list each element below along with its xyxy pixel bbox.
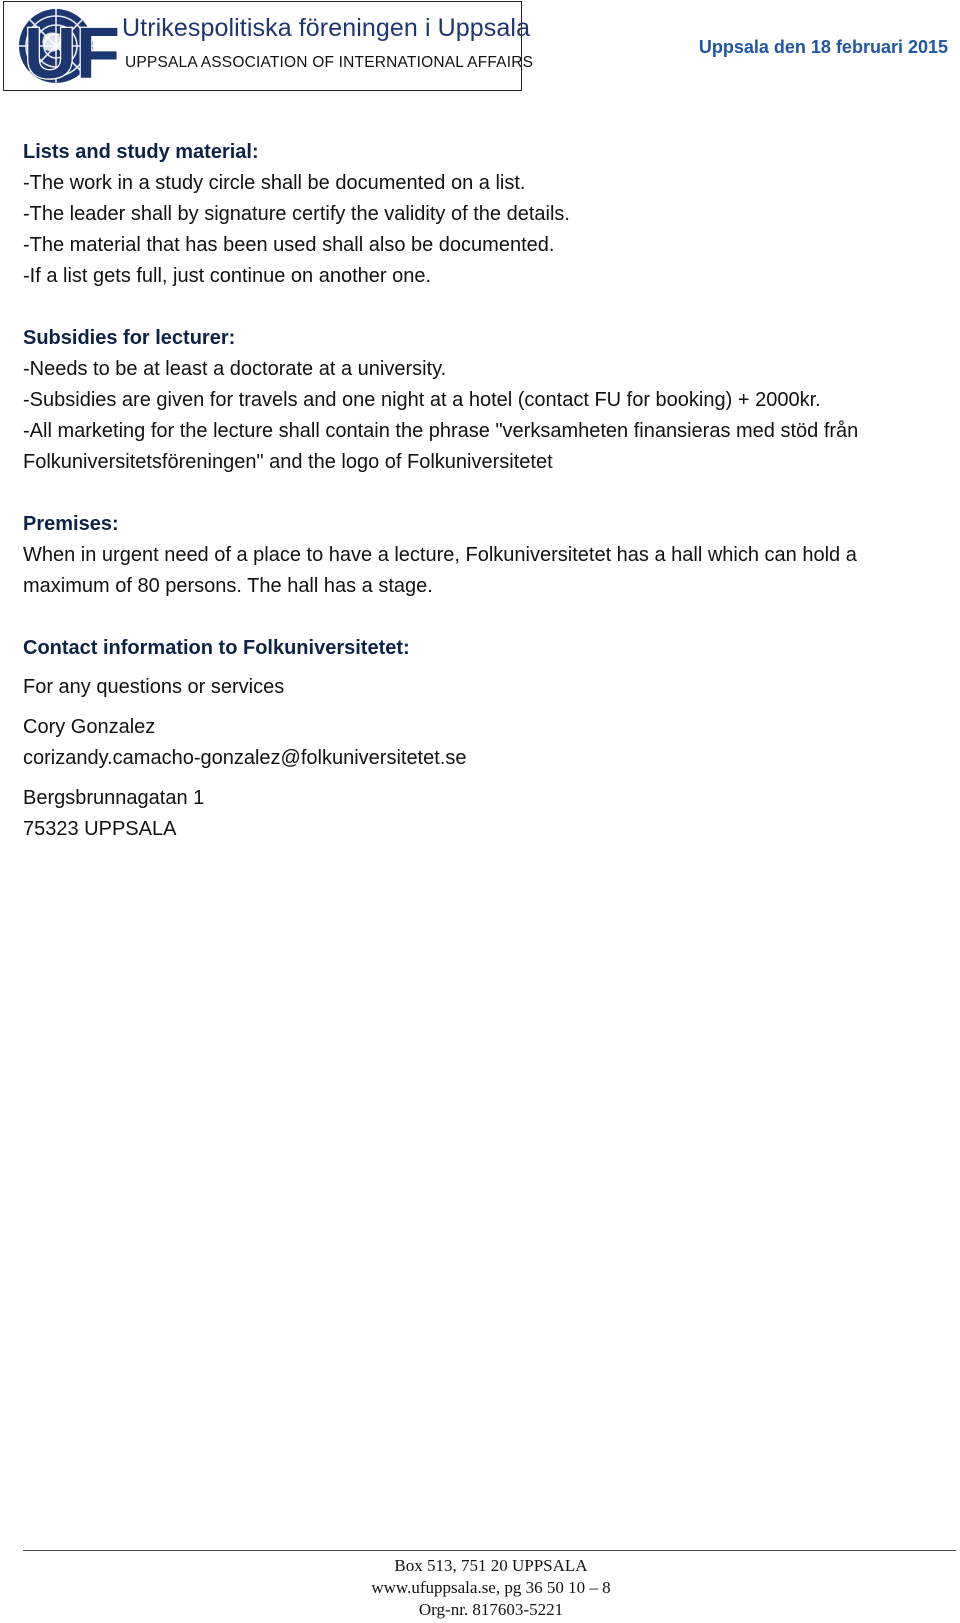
footer-divider bbox=[23, 1550, 956, 1551]
organization-name-swedish: Utrikespolitiska föreningen i Uppsala bbox=[122, 14, 531, 42]
contact-city: 75323 UPPSALA bbox=[23, 818, 177, 840]
list-item: -Subsidies are given for travels and one night at a hotel (contact FU for booking) + 2000kr. bbox=[23, 389, 821, 411]
footer-org-number: Org-nr. 817603-5221 bbox=[418, 1600, 564, 1619]
section-heading: Subsidies for lecturer: bbox=[23, 327, 236, 349]
list-item: -Needs to be at least a doctorate at a university. bbox=[23, 358, 447, 380]
list-item: -The material that has been used shall also be documented. bbox=[23, 234, 555, 256]
premises-text: When in urgent need of a place to have a lecture, Folkuniversitetet has a hall which can hold a maximum of 80 persons. The hall has a stage. bbox=[23, 544, 857, 597]
footer bbox=[0, 1555, 960, 1621]
section-lists-and-study-material bbox=[23, 137, 943, 292]
list-item: -If a list gets full, just continue on another one. bbox=[23, 265, 432, 287]
document-body bbox=[23, 137, 943, 845]
section-heading: Contact information to Folkuniversitetet: bbox=[23, 637, 410, 659]
list-item: -All marketing for the lecture shall contain the phrase "verksamheten finansieras med stöd från Folkuniversitetsföreningen" and the logo of Folkuniversitetet bbox=[23, 420, 859, 473]
section-heading: Premises: bbox=[23, 513, 119, 535]
section-heading: Lists and study material: bbox=[23, 141, 259, 163]
contact-intro: For any questions or services bbox=[23, 676, 285, 698]
list-item: -The leader shall by signature certify the validity of the details. bbox=[23, 203, 570, 225]
document-date: Uppsala den 18 februari 2015 bbox=[698, 37, 948, 57]
contact-street: Bergsbrunnagatan 1 bbox=[23, 787, 205, 809]
section-premises bbox=[23, 509, 943, 602]
section-subsidies-for-lecturer bbox=[23, 323, 943, 478]
contact-name: Cory Gonzalez bbox=[23, 716, 156, 738]
logo-letters: UF bbox=[24, 14, 120, 86]
footer-website-giro: www.ufuppsala.se, pg 36 50 10 – 8 bbox=[371, 1578, 611, 1597]
un-globe-emblem-icon bbox=[16, 6, 126, 86]
footer-address: Box 513, 751 20 UPPSALA bbox=[394, 1556, 588, 1575]
section-contact-information bbox=[23, 633, 943, 845]
contact-email[interactable]: corizandy.camacho-gonzalez@folkuniversitetet.se bbox=[23, 747, 467, 769]
organization-logo bbox=[3, 1, 534, 91]
organization-name-english: UPPSALA ASSOCIATION OF INTERNATIONAL AFFAIRS bbox=[125, 54, 534, 71]
list-item: -The work in a study circle shall be documented on a list. bbox=[23, 172, 526, 194]
